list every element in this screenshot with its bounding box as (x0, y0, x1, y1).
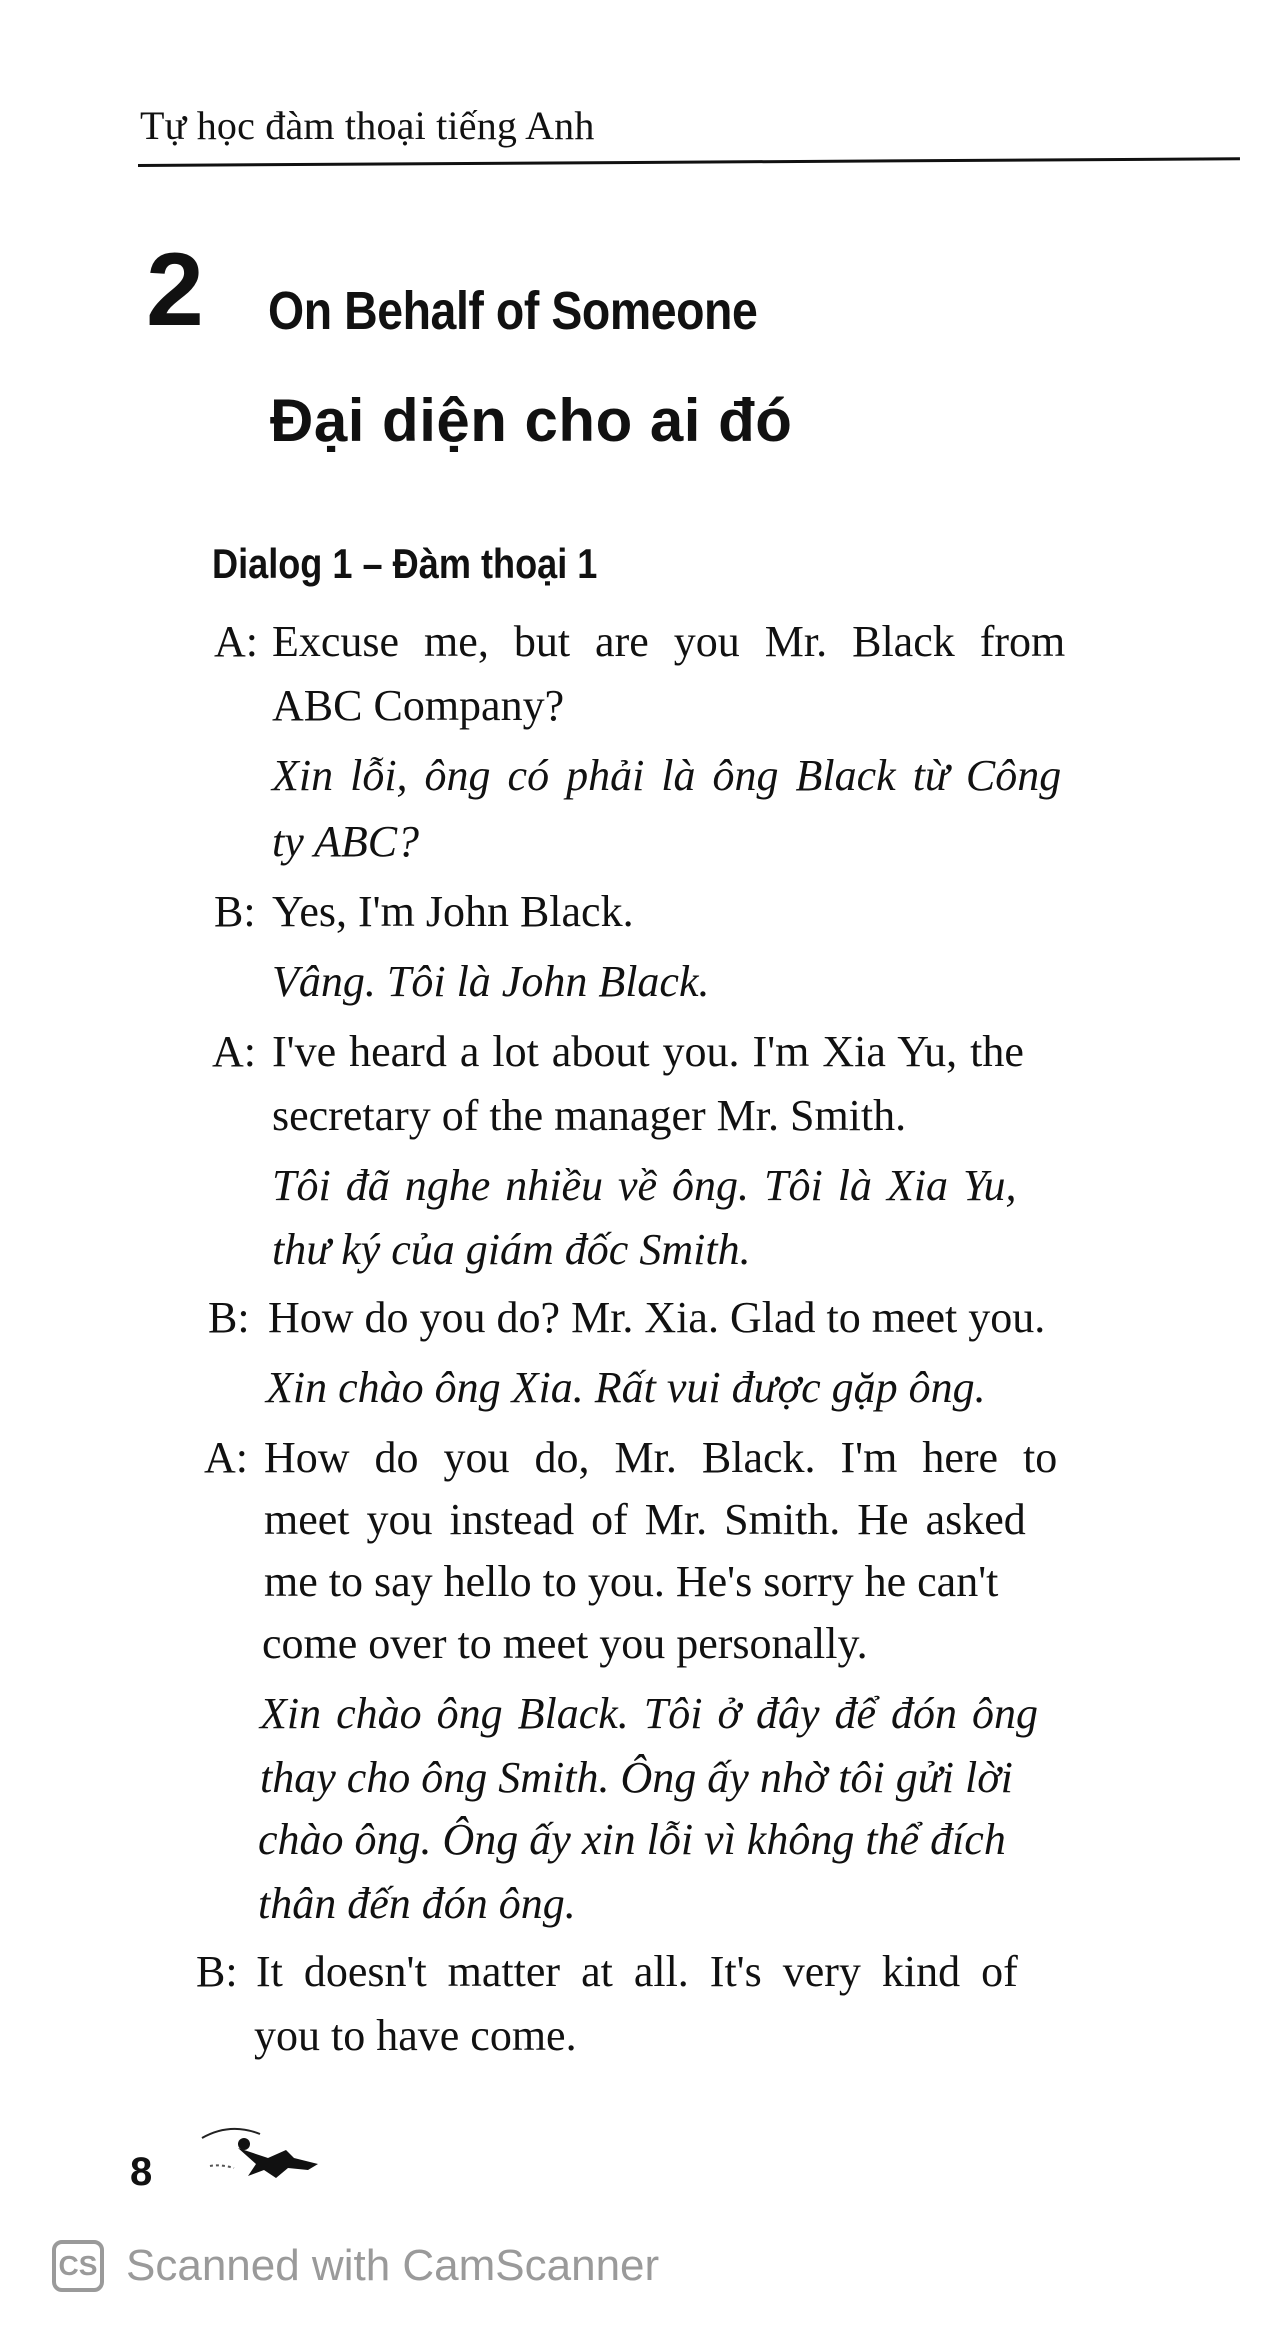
camscanner-watermark (52, 2240, 659, 2292)
english-line: come over to meet you personally. (262, 1619, 868, 1668)
speaker-label: B: (196, 1947, 238, 1996)
english-line: Yes, I'm John Black. (272, 887, 634, 936)
speaker-label: A: (212, 1027, 256, 1076)
english-line: How do you do, Mr. Black. I'm here to (264, 1433, 1058, 1482)
vietnamese-line: thân đến đón ông. (258, 1879, 576, 1928)
vietnamese-line: Xin lỗi, ông có phải là ông Black từ Công (272, 751, 1062, 800)
vietnamese-line: chào ông. Ông ấy xin lỗi vì không thể đích (258, 1815, 1006, 1864)
header-rule (138, 157, 1240, 167)
vietnamese-line: Vâng. Tôi là John Black. (272, 957, 710, 1006)
speaker-label: B: (214, 887, 256, 936)
chapter-title-en: On Behalf of Someone (268, 281, 758, 341)
vietnamese-line: Tôi đã nghe nhiều về ông. Tôi là Xia Yu, (272, 1161, 1017, 1210)
camscanner-logo-icon: CS (52, 2240, 104, 2292)
english-line: Excuse me, but are you Mr. Black from (272, 617, 1066, 666)
english-line: ABC Company? (272, 681, 565, 730)
running-figure-icon (190, 2120, 340, 2190)
running-head: Tự học đàm thoại tiếng Anh (140, 103, 595, 148)
page-number: 8 (130, 2150, 153, 2194)
vietnamese-line: thay cho ông Smith. Ông ấy nhờ tôi gửi lời (260, 1753, 1013, 1802)
english-line: secretary of the manager Mr. Smith. (272, 1091, 907, 1140)
speaker-label: A: (204, 1433, 248, 1482)
chapter-number: 2 (146, 232, 204, 348)
vietnamese-line: thư ký của giám đốc Smith. (272, 1225, 751, 1274)
english-line: me to say hello to you. He's sorry he can't (264, 1557, 999, 1606)
dialog-heading: Dialog 1 – Đàm thoại 1 (212, 540, 598, 587)
english-line: How do you do? Mr. Xia. Glad to meet you. (268, 1293, 1046, 1342)
watermark-text: Scanned with CamScanner (126, 2241, 660, 2290)
speaker-label: B: (208, 1293, 250, 1342)
english-line: It doesn't matter at all. It's very kind of (256, 1947, 1018, 1996)
vietnamese-line: Xin chào ông Black. Tôi ở đây để đón ông (260, 1689, 1039, 1738)
english-line: meet you instead of Mr. Smith. He asked (264, 1495, 1026, 1544)
vietnamese-line: ty ABC? (272, 817, 420, 866)
vietnamese-line: Xin chào ông Xia. Rất vui được gặp ông. (266, 1363, 986, 1412)
english-line: you to have come. (254, 2011, 577, 2060)
speaker-label: A: (214, 617, 258, 666)
english-line: I've heard a lot about you. I'm Xia Yu, the (272, 1027, 1024, 1076)
chapter-title-vi: Đại diện cho ai đó (270, 387, 793, 454)
